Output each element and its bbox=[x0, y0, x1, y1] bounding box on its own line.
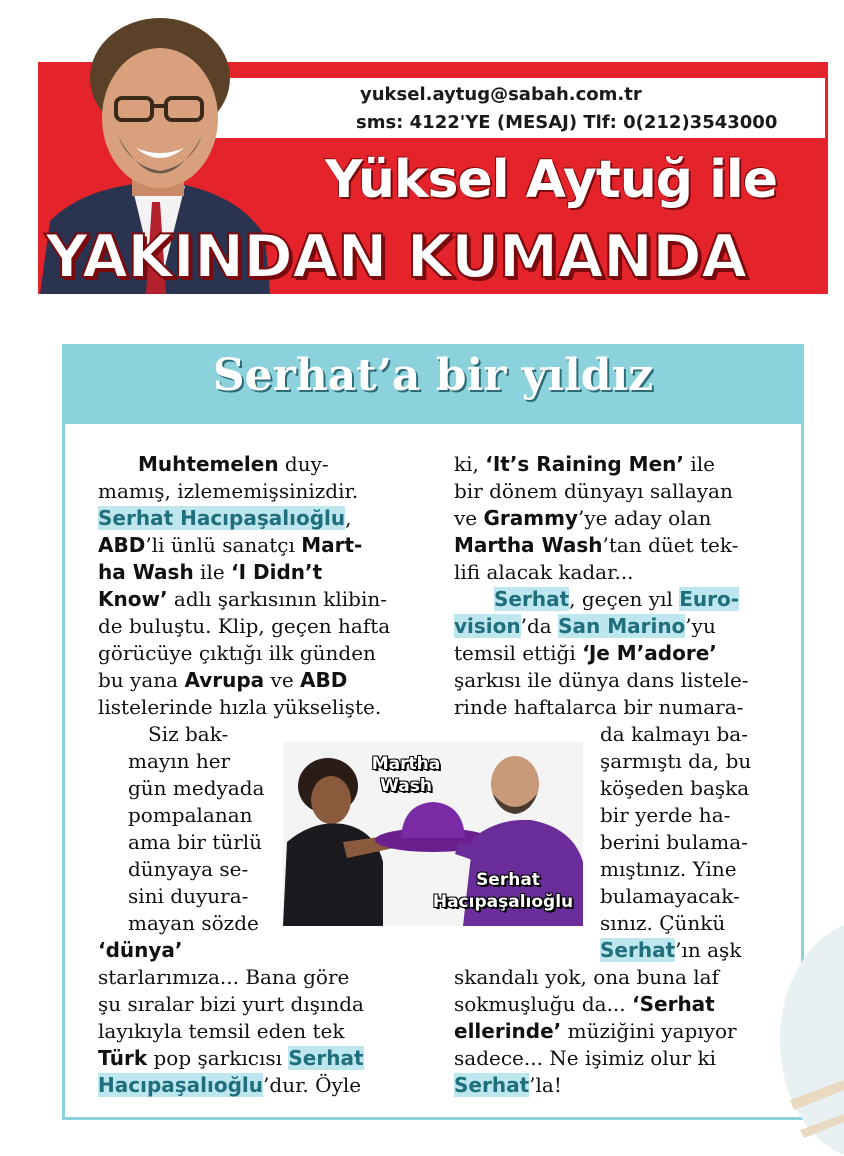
text-line bbox=[98, 668, 347, 692]
text-run: bulamayacak- bbox=[600, 884, 740, 908]
text-run: starlarımıza... Bana göre bbox=[98, 965, 350, 989]
text-line bbox=[128, 884, 248, 908]
text-run: dünyaya se- bbox=[128, 857, 249, 881]
text-line bbox=[98, 641, 376, 665]
decorative-corner bbox=[770, 900, 844, 1156]
text-run: adlı şarkısının klibin- bbox=[167, 587, 387, 611]
text-run: mayın her bbox=[128, 749, 231, 773]
text-run: ’ın aşk bbox=[675, 938, 742, 962]
text-line bbox=[454, 479, 733, 503]
text-run: ’dur. Öyle bbox=[263, 1073, 362, 1097]
highlighted-name: Serhat Hacıpaşalıoğlu bbox=[98, 506, 346, 530]
text-line bbox=[600, 938, 741, 962]
caption-martha-2: Wash bbox=[380, 776, 432, 796]
bold-phrase: ha Wash bbox=[98, 560, 194, 584]
article-headline: Serhat’a bir yıldız bbox=[212, 350, 654, 401]
text-line bbox=[454, 533, 738, 557]
bold-phrase: Türk bbox=[98, 1046, 148, 1070]
contact-sms: sms: 4122'YE (MESAJ) Tlf: 0(212)3543000 bbox=[356, 112, 778, 133]
text-line bbox=[600, 830, 748, 854]
bold-phrase: Mart- bbox=[301, 533, 363, 557]
highlighted-name: Euro- bbox=[679, 587, 740, 611]
text-run: berini bulama- bbox=[600, 830, 748, 854]
text-line bbox=[98, 587, 387, 611]
text-line bbox=[454, 992, 715, 1016]
columnist-name: Yüksel Aytuğ ile bbox=[325, 150, 778, 210]
text-line bbox=[98, 506, 351, 530]
text-line bbox=[98, 1073, 361, 1097]
highlighted-name: Serhat bbox=[494, 587, 570, 611]
text-line bbox=[454, 695, 743, 719]
text-run: ’ye aday olan bbox=[578, 506, 712, 530]
text-line bbox=[600, 911, 725, 935]
column-title: YAKINDAN KUMANDA bbox=[45, 222, 747, 292]
text-line bbox=[128, 803, 253, 827]
text-line bbox=[454, 1046, 716, 1070]
text-line bbox=[98, 614, 390, 638]
caption-martha-1: Martha bbox=[371, 754, 441, 774]
bold-phrase: ‘Je M’adore’ bbox=[582, 641, 717, 665]
text-run: skandalı yok, ona buna laf bbox=[454, 965, 720, 989]
text-run: de buluştu. Klip, geçen hafta bbox=[98, 614, 391, 638]
text-line bbox=[98, 1019, 344, 1043]
text-line bbox=[98, 695, 381, 719]
text-line bbox=[454, 614, 716, 638]
text-run: sini duyura- bbox=[128, 884, 249, 908]
text-run: ’da bbox=[520, 614, 559, 638]
text-line bbox=[98, 479, 358, 503]
text-line bbox=[98, 560, 322, 584]
text-line bbox=[128, 830, 262, 854]
text-line bbox=[128, 749, 230, 773]
text-line bbox=[128, 776, 264, 800]
highlighted-name: Hacıpaşalıoğlu bbox=[98, 1073, 264, 1097]
text-run: gün medyada bbox=[128, 776, 265, 800]
text-run: sokmuşluğu da... bbox=[454, 992, 633, 1016]
text-line bbox=[454, 452, 715, 476]
text-line bbox=[454, 641, 717, 665]
bold-phrase: ellerinde’ bbox=[454, 1019, 562, 1043]
text-line bbox=[454, 1073, 562, 1097]
text-run: ile bbox=[683, 452, 715, 476]
text-run: bir yerde ha- bbox=[600, 803, 731, 827]
text-line bbox=[128, 911, 259, 935]
text-run: sınız. Çünkü bbox=[600, 911, 726, 935]
text-run: , bbox=[345, 506, 352, 530]
bold-phrase: Martha Wash bbox=[454, 533, 603, 557]
text-line bbox=[148, 722, 228, 746]
text-run: ve bbox=[454, 506, 484, 530]
bold-phrase: Know’ bbox=[98, 587, 168, 611]
text-run: görücüye çıktığı ilk günden bbox=[98, 641, 376, 665]
text-run: Siz bak- bbox=[148, 722, 229, 746]
text-run: mıştınız. Yine bbox=[600, 857, 737, 881]
text-run: mamış, izlememişsinizdir. bbox=[98, 479, 359, 503]
text-line bbox=[454, 560, 634, 584]
text-run: listelerinde hızla yükselişte. bbox=[98, 695, 382, 719]
text-run: ile bbox=[193, 560, 232, 584]
text-run: şarkısı ile dünya dans listele- bbox=[454, 668, 749, 692]
text-run: lifi alacak kadar... bbox=[454, 560, 634, 584]
text-run: temsil ettiği bbox=[454, 641, 583, 665]
text-run: ama bir türlü bbox=[128, 830, 263, 854]
text-run: duy- bbox=[278, 452, 329, 476]
bold-phrase: ‘Serhat bbox=[632, 992, 715, 1016]
text-run: şu sıralar bizi yurt dışında bbox=[98, 992, 364, 1016]
text-line bbox=[98, 1046, 364, 1070]
text-line bbox=[600, 722, 748, 746]
highlighted-name: San Marino bbox=[558, 614, 686, 638]
text-line bbox=[98, 533, 362, 557]
text-run: pop şarkıcısı bbox=[147, 1046, 289, 1070]
text-run: ’tan düet tek- bbox=[602, 533, 739, 557]
bold-phrase: Avrupa bbox=[184, 668, 265, 692]
text-run: mayan sözde bbox=[128, 911, 259, 935]
bold-phrase: Grammy bbox=[483, 506, 578, 530]
bold-phrase: ABD bbox=[300, 668, 348, 692]
text-line bbox=[454, 668, 749, 692]
text-line bbox=[600, 803, 730, 827]
text-run: ’yu bbox=[685, 614, 716, 638]
bold-phrase: ‘dünya’ bbox=[98, 938, 183, 962]
caption-serhat-1: Serhat bbox=[476, 870, 540, 890]
text-line bbox=[600, 776, 749, 800]
highlighted-name: Serhat bbox=[454, 1073, 530, 1097]
text-run: da kalmayı ba- bbox=[600, 722, 748, 746]
text-line bbox=[98, 938, 183, 962]
text-run: şarmıştı da, bu bbox=[600, 749, 752, 773]
article-photo bbox=[283, 742, 583, 926]
text-run: rinde haftalarca bir numara- bbox=[454, 695, 744, 719]
highlighted-name: Serhat bbox=[288, 1046, 364, 1070]
text-run: bu yana bbox=[98, 668, 185, 692]
text-run: pompalanan bbox=[128, 803, 253, 827]
text-run: müziğini yapıyor bbox=[561, 1019, 737, 1043]
text-line bbox=[454, 1019, 737, 1043]
bold-phrase: ‘I Didn’t bbox=[231, 560, 323, 584]
text-line bbox=[128, 857, 248, 881]
text-line bbox=[494, 587, 739, 611]
text-line bbox=[600, 749, 751, 773]
highlighted-name: Serhat bbox=[600, 938, 676, 962]
text-run: , geçen yıl bbox=[569, 587, 680, 611]
caption-serhat-2: Hacıpaşalıoğlu bbox=[432, 892, 574, 912]
text-run: ’la! bbox=[529, 1073, 562, 1097]
text-run: ve bbox=[264, 668, 301, 692]
bold-phrase: ABD bbox=[98, 533, 146, 557]
text-run: layıkıyla temsil eden tek bbox=[98, 1019, 345, 1043]
text-run: ’li ünlü sanatçı bbox=[145, 533, 302, 557]
text-line bbox=[454, 506, 711, 530]
text-line bbox=[98, 992, 364, 1016]
text-run: ki, bbox=[454, 452, 486, 476]
text-run: sadece... Ne işimiz olur ki bbox=[454, 1046, 717, 1070]
text-run: bir dönem dünyayı sallayan bbox=[454, 479, 733, 503]
text-line bbox=[600, 884, 740, 908]
text-line bbox=[138, 452, 329, 476]
contact-email: yuksel.aytug@sabah.com.tr bbox=[360, 84, 642, 105]
bold-phrase: Muhtemelen bbox=[138, 452, 279, 476]
text-run: köşeden başka bbox=[600, 776, 750, 800]
bold-phrase: ‘It’s Raining Men’ bbox=[485, 452, 684, 476]
text-line bbox=[98, 965, 349, 989]
highlighted-name: vision bbox=[454, 614, 521, 638]
text-line bbox=[454, 965, 719, 989]
text-line bbox=[600, 857, 737, 881]
